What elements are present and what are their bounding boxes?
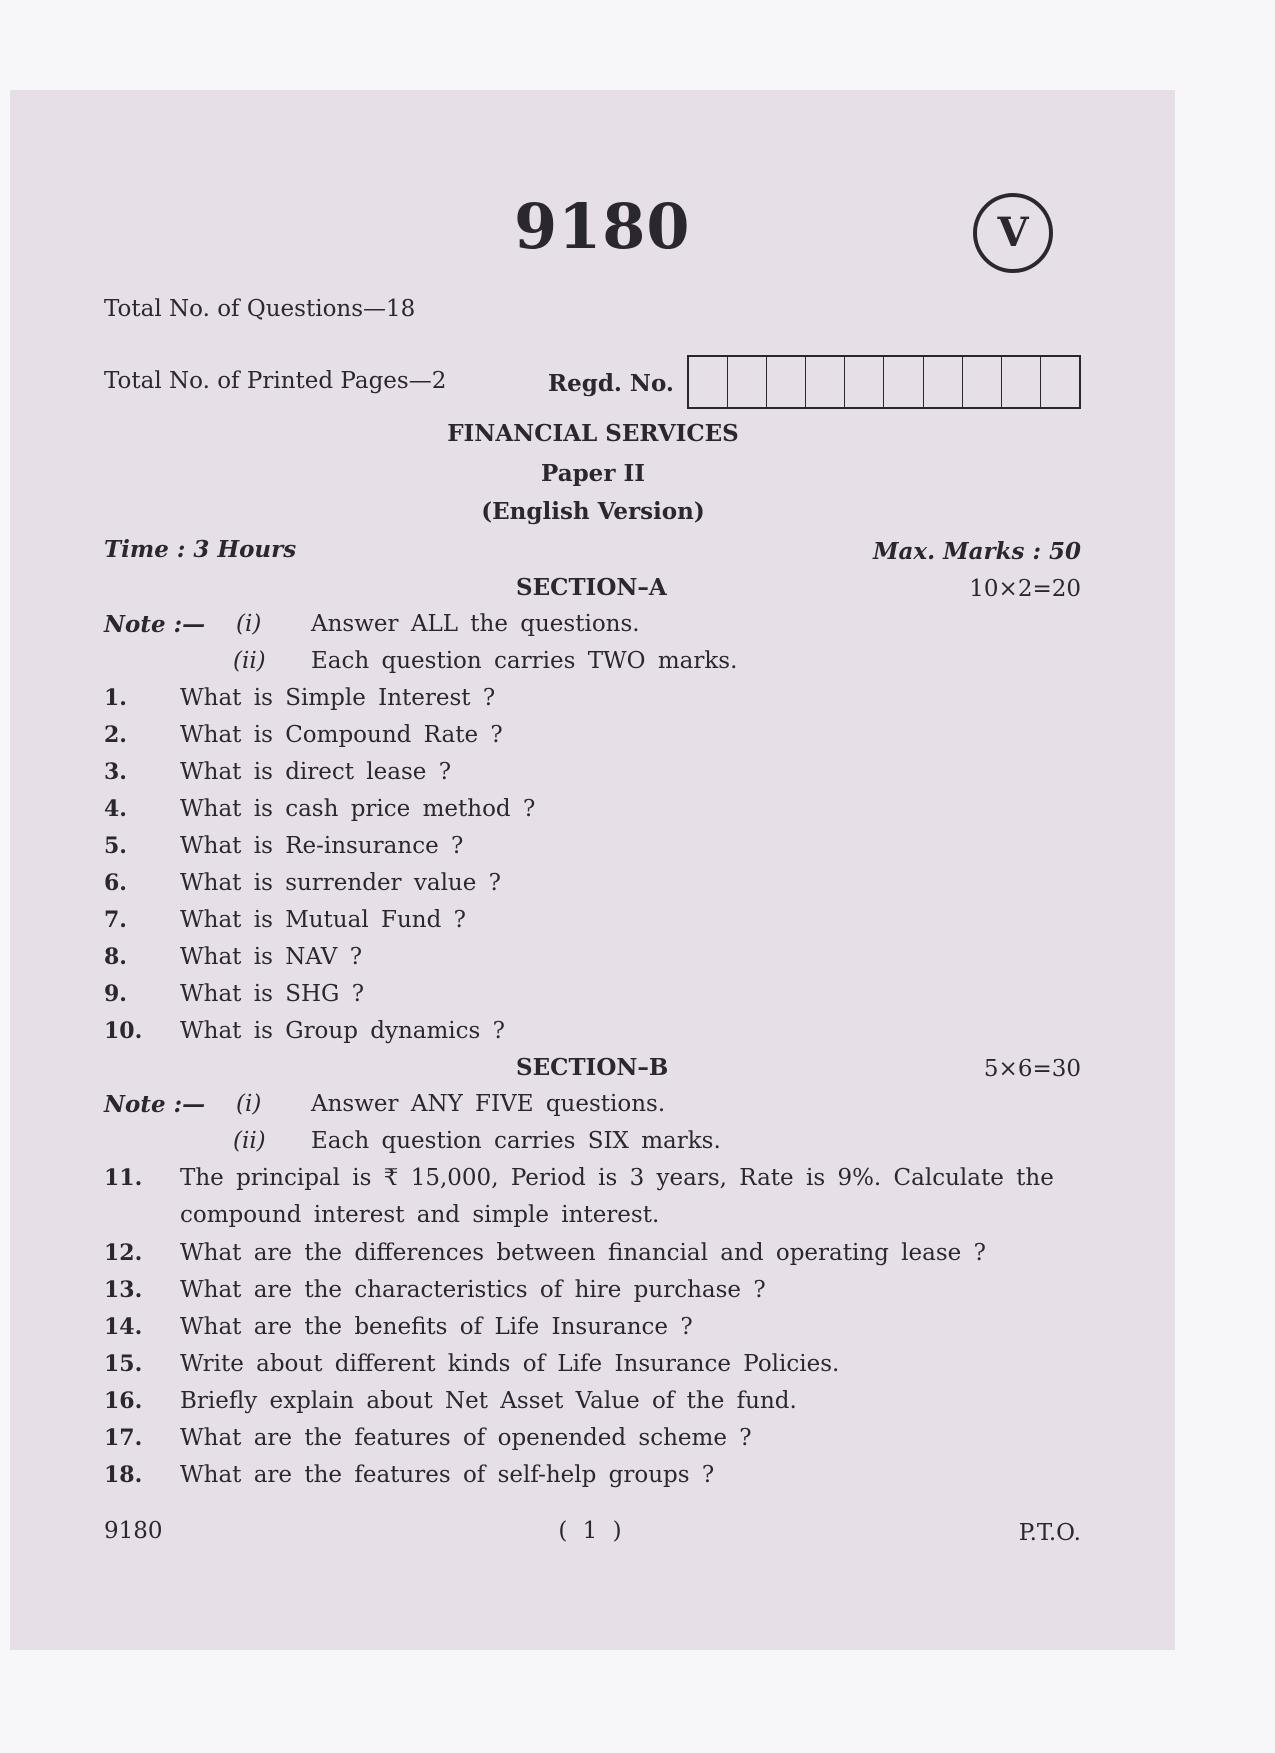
pto-label: P.T.O. [1018,1520,1081,1546]
question-text: What is surrender value ? [180,870,501,896]
question-text: What is cash price method ? [180,796,536,822]
regd-cell [689,357,728,407]
question-text: What is NAV ? [180,944,363,970]
question-text: What is Mutual Fund ? [180,907,466,933]
question-number: 9. [104,981,127,1007]
regd-cell [845,357,884,407]
question-number: 6. [104,870,127,896]
note-text: Each question carries SIX marks. [311,1128,721,1154]
question-text: Briefly explain about Net Asset Value of the fund. [180,1388,797,1414]
question-number: 5. [104,833,127,859]
question-text: The principal is ₹ 15,000, Period is 3 years, Rate is 9%. Calculate the [180,1165,1054,1191]
question-text: What are the differences between financial and operating lease ? [180,1240,986,1266]
question-text: What are the features of openended scheme ? [180,1425,752,1451]
regd-cell [884,357,923,407]
question-number: 10. [104,1018,143,1044]
section-b-marks: 5×6=30 [983,1056,1081,1082]
question-number: 2. [104,722,127,748]
paper-number: Paper II [541,460,645,487]
regd-cell [806,357,845,407]
page-number: ( 1 ) [558,1518,622,1544]
total-questions: Total No. of Questions—18 [104,296,416,322]
question-text: What is SHG ? [180,981,365,1007]
footer-paper-code: 9180 [104,1518,163,1544]
note-num: (ii) [233,1128,266,1154]
section-a-title: SECTION–A [516,574,667,601]
section-b-title: SECTION–B [516,1054,669,1081]
regd-cell [924,357,963,407]
regd-cell [728,357,767,407]
note-text: Answer ALL the questions. [311,611,640,637]
question-text-continued: compound interest and simple interest. [180,1202,660,1228]
question-text: Write about different kinds of Life Insurance Policies. [180,1351,840,1377]
question-text: What is Group dynamics ? [180,1018,505,1044]
question-text: What is Simple Interest ? [180,685,496,711]
section-a-marks: 10×2=20 [969,576,1081,602]
question-number: 4. [104,796,127,822]
question-number: 14. [104,1314,143,1340]
version-label: (English Version) [481,498,705,525]
section-a-note-label: Note :— [104,611,206,638]
subject-title: FINANCIAL SERVICES [447,420,739,447]
section-b-note-label: Note :— [104,1091,206,1118]
regd-cell [1041,357,1079,407]
regd-cell [963,357,1002,407]
question-number: 13. [104,1277,143,1303]
question-text: What is Re-insurance ? [180,833,464,859]
note-text: Each question carries TWO marks. [311,648,738,674]
question-number: 1. [104,685,127,711]
question-number: 12. [104,1240,143,1266]
question-number: 15. [104,1351,143,1377]
note-num: (ii) [233,648,266,674]
note-num: (i) [236,611,262,637]
question-text: What is Compound Rate ? [180,722,503,748]
regd-cell [767,357,806,407]
regd-label: Regd. No. [548,370,674,397]
series-letter-badge: V [973,193,1053,273]
note-num: (i) [236,1091,262,1117]
printed-pages: Total No. of Printed Pages—2 [104,368,447,394]
question-text: What are the benefits of Life Insurance ? [180,1314,693,1340]
regd-cell [1002,357,1041,407]
regd-number-boxes [687,355,1081,409]
time-allowed: Time : 3 Hours [104,536,297,563]
question-text: What are the characteristics of hire purchase ? [180,1277,766,1303]
question-text: What is direct lease ? [180,759,452,785]
question-number: 18. [104,1462,143,1488]
max-marks: Max. Marks : 50 [873,538,1081,565]
question-number: 17. [104,1425,143,1451]
question-number: 16. [104,1388,143,1414]
paper-code-title: 9180 [514,190,691,263]
question-number: 7. [104,907,127,933]
note-text: Answer ANY FIVE questions. [311,1091,666,1117]
question-text: What are the features of self-help groups ? [180,1462,715,1488]
question-number: 8. [104,944,127,970]
question-number: 11. [104,1165,143,1191]
question-number: 3. [104,759,127,785]
